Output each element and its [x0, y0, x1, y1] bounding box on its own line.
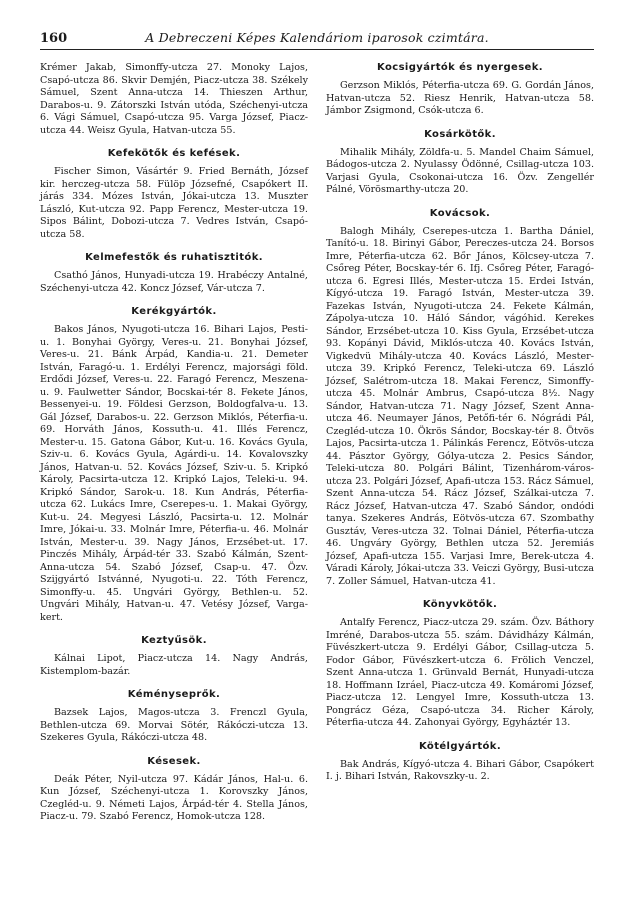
- page-number: 160: [40, 31, 68, 46]
- section-entries-kocsigyartok: Gerzson Miklós, Péterfia-utcza 69. G. Gordán János, Hatvan-utcza 52. Riesz Henrik, Hatvan-utcza 58. Jámbor Zsigmond, Csók-utcza 6.: [326, 80, 594, 116]
- section-entries-keses: Deák Péter, Nyil-utcza 97. Kádár János, Hal-u. 6. Kun József, Széchenyi-utcza 1. Korovszky János, Czegléd-u. 9. Németi Lajos, Árpád-tér 4. Stella János, Piacz-u. 79. Szabó Ferencz, Homok-utcza 128.: [40, 773, 308, 822]
- section-entries-kosarkotok: Mihalik Mihály, Zöldfa-u. 5. Mandel Chaim Sámuel, Bádogos-utcza 2. Nyulassy Ödönné, Csillag-utcza 103. Varjasi Gyula, Csokonai-utcza 16. Özv. Zengellér Pálné, Vörösmarthy-utcza 20.: [326, 146, 594, 195]
- directory-columns: [40, 62, 594, 824]
- section-heading-kovacsok: Kovácsok.: [429, 207, 491, 219]
- right-column: [326, 62, 594, 824]
- section-heading-kerekgyartok: Kerékgyártók.: [131, 306, 217, 317]
- running-header: [40, 30, 594, 50]
- running-title: A Debreczeni Képes Kalendáriom iparosok czimtára.: [145, 30, 489, 45]
- section-entries-konyvkotok: Antalfy Ferencz, Piacz-utcza 29. szám. Özv. Báthory Imréné, Darabos-utcza 55. szám. Dávidházy Kálmán, Füvészkert-utcza 9. Erdélyi Gábor, Csillag-utcza 5. Fodor Gábor, Füvészkert-utcza 6. Frölich Venczel, Szent Anna-utcza 1. Grünvald Bernát, Hunyadi-utcza 18. Hoffmann Izráel, Piacz-utcza 49. Komáromi József, Piacz-utcza 12. Lengyel Imre, Kossuth-utcza 13. Pongrácz Géza, Csapó-utcza 34. Richer Károly, Péterfia-utcza 44. Zahonyai György, Egyháztér 13.: [326, 617, 594, 728]
- section-entries-kefekotok: Fischer Simon, Vásártér 9. Fried Bernáth, József kir. herczeg-utcza 58. Fülöp Józsefné, Csapókert II. járás 334. Mózes István, Jókai-utcza 13. Muszter László, Kut-utcza 92. Papp Ferencz, Mester-utcza 19. Sipos Bálint, Dobozi-utcza 7. Vedres István, Csapó-utcza 58.: [40, 166, 308, 240]
- continued-entries: Krémer Jakab, Simonffy-utcza 27. Monoky Lajos, Csapó-utcza 86. Skvir Demjén, Piacz-utcza 38. Székely Sámuel, Szent Anna-utcza 14. Thieszen Arthur, Darabos-u. 9. Zátorszki István utóda, Széchenyi-utcza 6. Vági Sámuel, Csapó-utcza 95. Varga József, Piacz-utcza 44. Weisz Gyula, Hatvan-utcza 55.: [40, 62, 308, 136]
- section-heading-kotelgyartok: Kötélgyártók.: [418, 740, 502, 752]
- section-heading-keses: Késesek.: [147, 755, 201, 767]
- section-heading-konyvkotok: Könyvkötők.: [422, 599, 498, 610]
- section-heading-kelmefestok: Kelmefestők és ruhatisztitók.: [85, 252, 263, 263]
- left-column: [40, 62, 308, 824]
- section-entries-kotelgyartok: Bak András, Kígyó-utcza 4. Bihari Gábor, Csapókert I. j. Bihari István, Rakovszky-u. 2.: [326, 758, 594, 782]
- section-entries-kemenyseprok: Bazsek Lajos, Magos-utcza 3. Frenczl Gyula, Bethlen-utcza 69. Morvai Sötér, Rákóczi-utcza 13. Szekeres Gyula, Rákóczi-utcza 48.: [40, 707, 308, 743]
- section-entries-kerekgyartok: Bakos János, Nyugoti-utcza 16. Bihari Lajos, Pesti-u. 1. Bonyhai György, Veres-u. 21. Bonyhai József, Veres-u. 21. Bánk Árpád, Kandia-u. 21. Demeter István, Faragó-u. 1. Erdélyi Ferencz, majorsági föld. Erdődi József, Veres-u. 22. Faragó Ferencz, Meszena-u. 9. Faulwetter Sándor, Bocskai-tér 8. Fekete János, Bessenyei-u. 19. Földesi Gerzson, Boldogfalva-u. 13. Gál József, Darabos-u. 22. Gerzson Miklós, Péterfia-u. 69. Horváth János, Kossuth-u. 41. Illés Ferencz, Mester-u. 15. Gatona Gábor, Kut-u. 16. Kovács Gyula, Sziv-u. 6. Kovács Gyula, Agárdi-u. 14. Kovalovszky János, Hatvan-u. 52. Kovács József, Sziv-u. 5. Kripkó Károly, Pacsirta-utcza 12. Kripkó Lajos, Teleki-u. 94. Kripkó Sándor, Sarok-u. 18. Kun András, Péterfia-utcza 62. Lukács Imre, Cserepes-u. 1. Makai György, Kut-u. 24. Megyesi László, Pacsirta-u. 12. Molnár Imre, Jókai-u. 33. Molnár Imre, Péterfia-u. 46. Molnár István, Mester-u. 39. Nagy János, Erzsébet-ut. 17. Pinczés Mihály, Árpád-tér 33. Szabó Kálmán, Szent-Anna-utcza 54. Szabó József, Csap-u. 47. Özv. Szijgyártó Istvánné, Nyugoti-u. 22. Tóth Ferencz, Simonffy-u. 45. Ungvári György, Bethlen-u. 52. Ungvári Mihály, Hatvan-u. 47. Vetésy József, Varga-kert.: [40, 324, 308, 623]
- section-heading-kefekotok: Kefekötők és kefések.: [107, 148, 241, 159]
- section-entries-kelmefestok: Csathó János, Hunyadi-utcza 19. Hrabéczy Antalné, Széchenyi-utcza 42. Koncz József, Vár-utcza 7.: [40, 270, 308, 294]
- section-entries-kovacsok: Balogh Mihály, Cserepes-utcza 1. Bartha Dániel, Tanító-u. 18. Birinyi Gábor, Pereczes-utcza 24. Borsos Imre, Péterfia-utcza 62. Bőr János, Kölcsey-utcza 7. Csőreg Péter, Bocskay-tér 6. Ifj. Csőreg Péter, Faragó-utcza 6. Egresi Illés, Mester-utcza 15. Erdei István, Kígyó-utcza 19. Faragó István, Mester-utcza 39. Fazekas István, Nyugoti-utcza 24. Fekete Kálmán, Zápolya-utcza 10. Háló Sándor, vágóhid. Kerekes Sándor, Erzsébet-utcza 10. Kiss Gyula, Erzsébet-utcza 93. Kopányi Dávid, Miklós-utcza 40. Kovács István, Vigkedvü Mihály-utcza 40. Kovács László, Mester-utcza 39. Kripkó Ferencz, Teleki-utcza 69. László József, Salétrom-utcza 18. Makai Ferencz, Simonffy-utcza 45. Molnár Ambrus, Csapó-utcza 8½. Nagy Sándor, Hatvan-utcza 71. Nagy József, Szent Anna-utcza 46. Neumayer János, Petőfi-tér 6. Nógrádi Pál, Czegléd-utcza 10. Ökrös Sándor, Bocskay-tér 8. Ötvös Lajos, Pacsirta-utcza 1. Pálinkás Ferencz, Eötvös-utcza 44. Pásztor György, Gólya-utcza 2. Pesics Sándor, Teleki-utcza 80. Polgári Bálint, Tizenhárom-város-utcza 23. Polgári József, Apafi-utcza 153. Rácz Sámuel, Szent Anna-utcza 54. Rácz József, Szálkai-utcza 7. Rácz József, Hatvan-utcza 47. Szabó Sándor, ondódi tanya. Szekeres András, Eötvös-utcza 67. Szombathy Gusztáv, Veres-utcza 32. Tolnai Dániel, Péterfia-utcza 46. Ungváry György, Bethlen utcza 52. Jeremiás József, Apafi-utcza 155. Varjasi Imre, Berek-utcza 4. Váradi Károly, Jókai-utcza 33. Veiczi György, Busi-utcza 7. Zoller Sámuel, Hatvan-utcza 41.: [326, 225, 594, 587]
- section-entries-keztyusok: Kálnai Lipot, Piacz-utcza 14. Nagy András, Kistemplom-bazár.: [40, 653, 308, 677]
- section-heading-keztyusok: Keztyűsök.: [141, 635, 207, 646]
- section-heading-kemenyseprok: Kéményseprők.: [127, 689, 221, 700]
- section-heading-kocsigyartok: Kocsigyártók és nyergesek.: [377, 62, 543, 73]
- section-heading-kosarkotok: Kosárkötők.: [424, 128, 496, 140]
